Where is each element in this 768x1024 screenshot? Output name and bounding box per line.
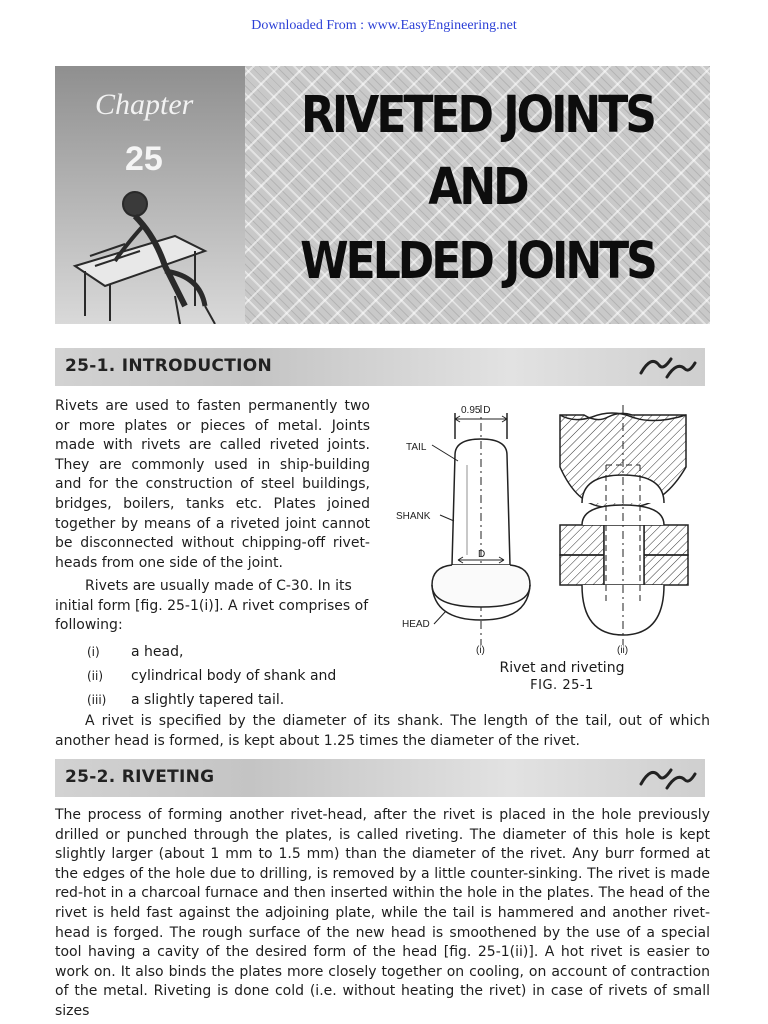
rivet-figure <box>392 395 712 665</box>
chapter-label: Chapter <box>95 88 194 121</box>
specification-paragraph: A rivet is specified by the diameter of its shank. The length of the tail, out of which another head is formed, is kept about 1.25 times the diameter of the rivet. <box>55 713 710 749</box>
list-item: (iii) a slightly tapered tail. <box>87 692 285 708</box>
title-line-2: AND <box>428 158 527 217</box>
chapter-number: 25 <box>125 140 163 178</box>
section-heading-bar <box>55 348 705 386</box>
chapter-panel <box>55 66 245 324</box>
rivet-parts-list <box>55 640 375 712</box>
title-line-1: RIVETED JOINTS <box>301 86 654 145</box>
section-heading: 25-1. INTRODUCTION <box>65 356 273 376</box>
list-item: (i) a head, <box>87 644 184 660</box>
title-line-3: WELDED JOINTS <box>300 232 655 291</box>
section-heading: 25-2. RIVETING <box>65 767 215 787</box>
draftsman-illustration <box>55 66 245 324</box>
chapter-banner <box>55 66 710 324</box>
material-paragraph: Rivets are usually made of C-30. In its initial form [fig. 25-1(i)]. A rivet comprises of following: <box>55 578 369 634</box>
rivet-drawing <box>432 405 530 645</box>
riveting-drawing <box>560 405 688 645</box>
subfigure-ii-label: (ii) <box>617 645 629 656</box>
download-note: Downloaded From : www.EasyEngineering.net <box>251 18 517 33</box>
subfigure-i-label: (i) <box>476 645 485 656</box>
riveting-paragraph: The process of forming another rivet-head, after the rivet is placed in the hole previously drilled or punched through the plates, is called riveting. The diameter of this hole is kept slightly larger (about 1 mm to 1.5 mm) than the diameter of the rivet. Any burr formed at the edges of the hole due to drilling, is removed by a little counter-sinking. The rivet is made red-hot in a charcoal furnace and then inserted within the hole in the plates. The head of the rivet is held fast against the adjoining plate, while the tail is hammered and another rivet-head is forged. The rough surface of the new head is smoothened by the use of a special tool having a cavity of the desired form of the head [fig. 25-1(ii)]. A hot rivet is easier to work on. It also binds the plates more closely together on cooling, on account of contraction of the metal. Riveting is done cold (i.e. without heating the rivet) in case of rivets of small sizes <box>55 807 710 1019</box>
intro-paragraph: Rivets are used to fasten permanently two or more plates or pieces of metal. Joints made with rivets are called riveted joints. They are commonly used in ship-building and for the construction of steel buildings, bridges, boilers, tanks etc. Plates joined together by means of a riveted joint cannot be disconnected without chipping-off rivet-heads from one side of the joint. <box>55 398 370 571</box>
diameter-label: D <box>478 549 486 560</box>
pen-stroke-ornament <box>637 762 697 794</box>
pen-stroke-ornament <box>637 351 697 383</box>
head-label: HEAD <box>402 619 430 630</box>
dim-label: 0.95 D <box>461 405 491 416</box>
tail-label: TAIL <box>406 442 427 453</box>
shank-label: SHANK <box>396 511 431 522</box>
figure-caption <box>392 660 732 693</box>
list-item: (ii) cylindrical body of shank and <box>87 668 337 684</box>
figure-number: FIG. 25-1 <box>530 678 594 693</box>
figure-caption-text: Rivet and riveting <box>499 660 625 676</box>
section-heading-bar <box>55 759 705 797</box>
